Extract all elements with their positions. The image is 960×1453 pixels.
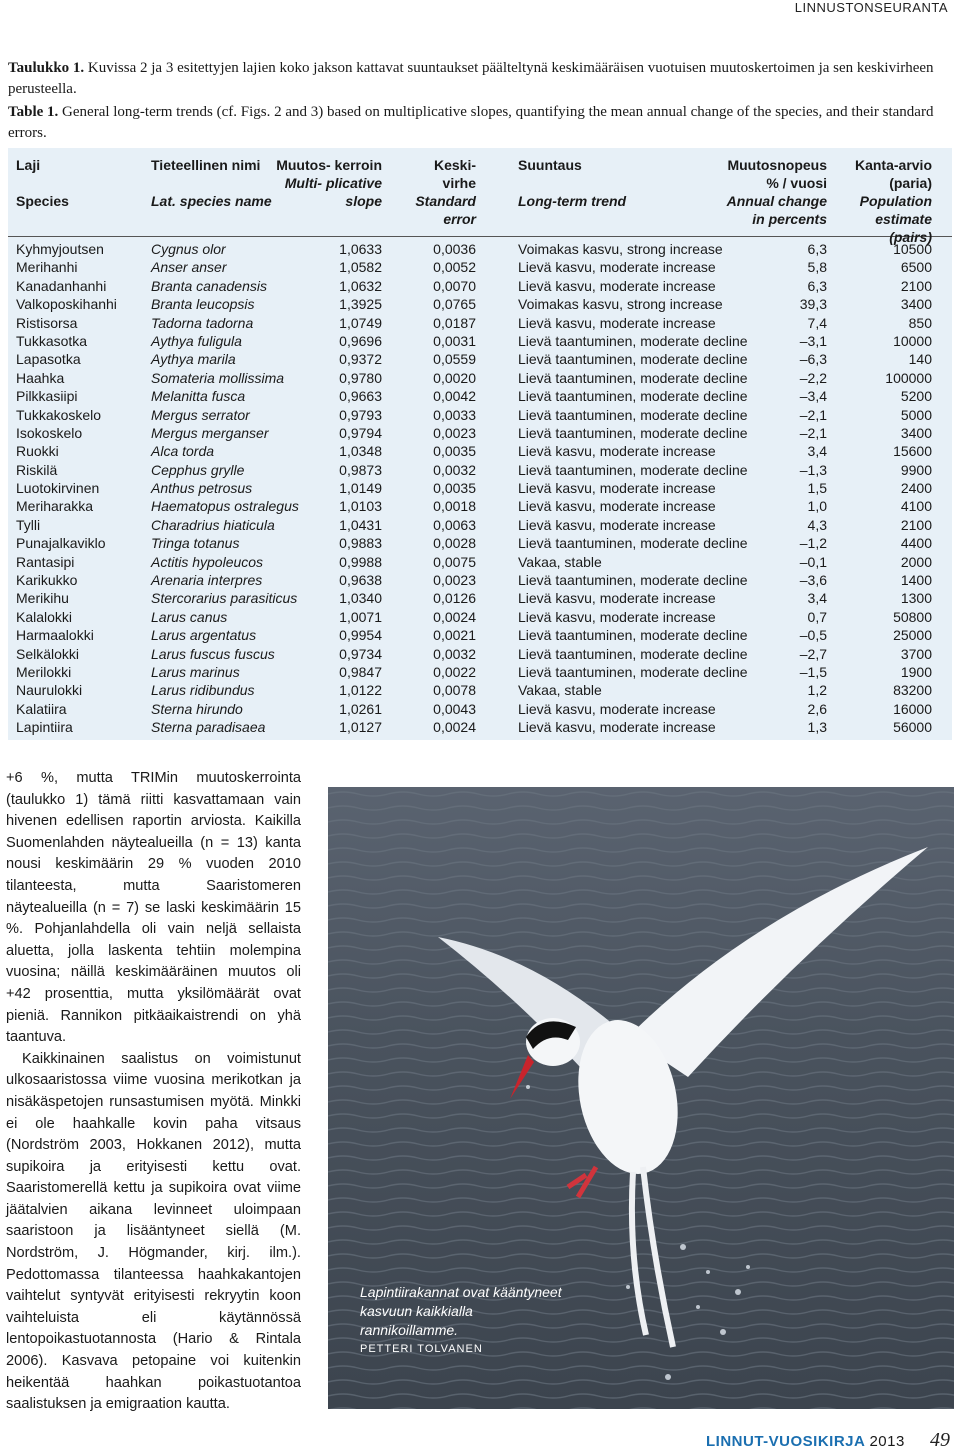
population-estimate-cell: 56000	[893, 719, 932, 736]
species-fi-cell: Punajalkaviklo	[16, 535, 106, 552]
footer-journal	[706, 1433, 905, 1450]
annual-change-cell: 39,3	[799, 296, 827, 313]
col-sci-fi: Tieteellinen nimi	[151, 157, 261, 173]
species-latin-cell: Cepphus grylle	[151, 461, 245, 478]
table-caption-en	[8, 102, 952, 144]
species-fi-cell: Harmaalokki	[16, 627, 94, 644]
col-trend-header	[518, 156, 626, 210]
photo-caption	[360, 1283, 570, 1359]
population-estimate-cell: 2400	[900, 480, 932, 497]
species-latin-cell: Tringa totanus	[151, 535, 240, 552]
col-se-fi: Keski- virhe	[433, 157, 476, 191]
standard-error-cell: 0,0063	[433, 516, 476, 533]
standard-error-cell: 0,0024	[433, 719, 476, 736]
col-species-en: Species	[16, 193, 69, 209]
multiplicative-slope-cell: 0,9696	[339, 332, 382, 349]
multiplicative-slope-cell: 0,9847	[339, 663, 382, 680]
caption-en-label: Table 1.	[8, 104, 59, 120]
annual-change-cell: –1,5	[799, 663, 827, 680]
col-mult-header	[272, 156, 382, 210]
annual-change-cell: –2,7	[799, 645, 827, 662]
col-se-header	[406, 156, 476, 228]
species-latin-cell: Branta canadensis	[151, 277, 267, 294]
table-row	[8, 626, 952, 644]
species-fi-cell: Lapintiira	[16, 719, 73, 736]
species-latin-cell: Larus fuscus fuscus	[151, 645, 275, 662]
standard-error-cell: 0,0035	[433, 480, 476, 497]
table-row	[8, 369, 952, 387]
trend-cell: Lievä taantuminen, moderate decline	[518, 572, 748, 589]
caption-en-text: General long-term trends (cf. Figs. 2 and 3) based on multiplicative slopes, quantifying the mean annual change of the species, and their standard errors.	[8, 104, 934, 141]
species-latin-cell: Mergus serrator	[151, 406, 250, 423]
table-row	[8, 553, 952, 571]
standard-error-cell: 0,0052	[433, 259, 476, 276]
col-species-header	[16, 156, 69, 210]
annual-change-cell: –2,1	[799, 406, 827, 423]
trend-cell: Vakaa, stable	[518, 682, 602, 699]
species-latin-cell: Sterna hirundo	[151, 700, 243, 717]
species-fi-cell: Ristisorsa	[16, 314, 78, 331]
species-fi-cell: Luotokirvinen	[16, 480, 100, 497]
species-latin-cell: Branta leucopsis	[151, 296, 255, 313]
species-latin-cell: Anthus petrosus	[151, 480, 253, 497]
population-estimate-cell: 2100	[900, 277, 932, 294]
standard-error-cell: 0,0031	[433, 332, 476, 349]
population-estimate-cell: 2100	[900, 516, 932, 533]
species-latin-cell: Larus marinus	[151, 663, 240, 680]
running-header: LINNUSTONSEURANTA	[794, 0, 948, 15]
photo-credit: PETTERI TOLVANEN	[360, 1343, 483, 1355]
population-estimate-cell: 25000	[893, 627, 932, 644]
col-sci-header	[151, 156, 272, 210]
col-mult-en: Multi- plicative slope	[284, 175, 382, 209]
journal-year: 2013	[869, 1433, 905, 1450]
annual-change-cell: 3,4	[807, 443, 827, 460]
table-body	[8, 240, 952, 737]
table-row	[8, 479, 952, 497]
species-latin-cell: Larus ridibundus	[151, 682, 255, 699]
multiplicative-slope-cell: 1,0348	[339, 443, 382, 460]
annual-change-cell: –1,3	[799, 461, 827, 478]
annual-change-cell: 5,8	[807, 259, 827, 276]
species-latin-cell: Mergus merganser	[151, 424, 269, 441]
trend-cell: Lievä taantuminen, moderate decline	[518, 406, 748, 423]
species-fi-cell: Kalatiira	[16, 700, 67, 717]
species-latin-cell: Somateria mollissima	[151, 369, 285, 386]
trend-cell: Lievä kasvu, moderate increase	[518, 277, 716, 294]
trend-cell: Lievä taantuminen, moderate decline	[518, 645, 748, 662]
multiplicative-slope-cell: 0,9372	[339, 351, 382, 368]
standard-error-cell: 0,0036	[433, 241, 476, 257]
col-pop-header	[832, 156, 932, 246]
trend-cell: Lievä taantuminen, moderate decline	[518, 461, 748, 478]
multiplicative-slope-cell: 0,9988	[339, 553, 382, 570]
standard-error-cell: 0,0559	[433, 351, 476, 368]
species-fi-cell: Kyhmyjoutsen	[16, 241, 104, 257]
table-row	[8, 589, 952, 607]
col-trend-en: Long-term trend	[518, 193, 627, 209]
species-fi-cell: Karikukko	[16, 572, 78, 589]
population-estimate-cell: 16000	[893, 700, 932, 717]
trend-cell: Vakaa, stable	[518, 553, 602, 570]
species-latin-cell: Tadorna tadorna	[151, 314, 254, 331]
annual-change-cell: 6,3	[807, 277, 827, 294]
species-fi-cell: Tylli	[16, 516, 41, 533]
arctic-tern-photo	[328, 787, 954, 1409]
table-row	[8, 442, 952, 460]
col-species-fi: Laji	[16, 157, 41, 173]
annual-change-cell: –1,2	[799, 535, 827, 552]
col-mult-fi: Muutos- kerroin	[276, 157, 382, 173]
species-fi-cell: Pilkkasiipi	[16, 388, 78, 405]
table-row	[8, 516, 952, 534]
species-fi-cell: Meriharakka	[16, 498, 94, 515]
annual-change-cell: 2,6	[807, 700, 827, 717]
species-latin-cell: Charadrius hiaticula	[151, 516, 275, 533]
multiplicative-slope-cell: 1,0632	[339, 277, 382, 294]
multiplicative-slope-cell: 0,9663	[339, 388, 382, 405]
table-row	[8, 406, 952, 424]
table-row	[8, 534, 952, 552]
species-fi-cell: Kanadanhanhi	[16, 277, 107, 294]
col-pop-en: Population estimate (pairs)	[859, 193, 932, 245]
standard-error-cell: 0,0042	[433, 388, 476, 405]
col-rate-fi: Muutosnopeus % / vuosi	[727, 157, 827, 191]
standard-error-cell: 0,0018	[433, 498, 476, 515]
standard-error-cell: 0,0023	[433, 424, 476, 441]
trend-cell: Lievä kasvu, moderate increase	[518, 700, 716, 717]
trend-cell: Lievä kasvu, moderate increase	[518, 498, 716, 515]
table-row	[8, 571, 952, 589]
trend-cell: Lievä taantuminen, moderate decline	[518, 369, 748, 386]
trend-cell: Lievä taantuminen, moderate decline	[518, 351, 748, 368]
table-row	[8, 258, 952, 276]
multiplicative-slope-cell: 0,9780	[339, 369, 382, 386]
annual-change-cell: –2,1	[799, 424, 827, 441]
trend-cell: Voimakas kasvu, strong increase	[518, 241, 723, 257]
species-fi-cell: Selkälokki	[16, 645, 80, 662]
trend-cell: Lievä kasvu, moderate increase	[518, 314, 716, 331]
multiplicative-slope-cell: 1,0103	[339, 498, 382, 515]
population-estimate-cell: 15600	[893, 443, 932, 460]
multiplicative-slope-cell: 1,0582	[339, 259, 382, 276]
table-row	[8, 240, 952, 258]
species-fi-cell: Naurulokki	[16, 682, 83, 699]
population-estimate-cell: 3400	[900, 424, 932, 441]
multiplicative-slope-cell: 1,0749	[339, 314, 382, 331]
col-rate-en: Annual change in percents	[726, 193, 827, 227]
population-estimate-cell: 5000	[900, 406, 932, 423]
population-estimate-cell: 140	[908, 351, 932, 368]
annual-change-cell: 6,3	[807, 241, 827, 257]
table-row	[8, 424, 952, 442]
standard-error-cell: 0,0078	[433, 682, 476, 699]
standard-error-cell: 0,0023	[433, 572, 476, 589]
species-fi-cell: Kalalokki	[16, 608, 73, 625]
species-fi-cell: Tukkakoskelo	[16, 406, 102, 423]
annual-change-cell: –3,6	[799, 572, 827, 589]
annual-change-cell: 1,2	[807, 682, 827, 699]
col-trend-fi: Suuntaus	[518, 157, 582, 173]
species-fi-cell: Haahka	[16, 369, 65, 386]
trend-table	[8, 148, 952, 740]
population-estimate-cell: 10500	[893, 241, 932, 257]
standard-error-cell: 0,0187	[433, 314, 476, 331]
standard-error-cell: 0,0028	[433, 535, 476, 552]
population-estimate-cell: 2000	[900, 553, 932, 570]
population-estimate-cell: 3700	[900, 645, 932, 662]
species-latin-cell: Stercorarius parasiticus	[151, 590, 298, 607]
col-se-en: Standard error	[415, 193, 476, 227]
multiplicative-slope-cell: 0,9883	[339, 535, 382, 552]
table-row	[8, 332, 952, 350]
trend-cell: Lievä taantuminen, moderate decline	[518, 535, 748, 552]
species-latin-cell: Cygnus olor	[151, 241, 226, 257]
trend-cell: Lievä taantuminen, moderate decline	[518, 424, 748, 441]
species-latin-cell: Larus canus	[151, 608, 228, 625]
multiplicative-slope-cell: 0,9794	[339, 424, 382, 441]
col-sci-en: Lat. species name	[151, 193, 272, 209]
multiplicative-slope-cell: 0,9734	[339, 645, 382, 662]
species-latin-cell: Sterna paradisaea	[151, 719, 266, 736]
col-pop-fi: Kanta-arvio (paria)	[854, 157, 932, 191]
multiplicative-slope-cell: 1,0127	[339, 719, 382, 736]
annual-change-cell: 4,3	[807, 516, 827, 533]
standard-error-cell: 0,0075	[433, 553, 476, 570]
annual-change-cell: –6,3	[799, 351, 827, 368]
species-fi-cell: Tukkasotka	[16, 332, 88, 349]
standard-error-cell: 0,0043	[433, 700, 476, 717]
multiplicative-slope-cell: 0,9638	[339, 572, 382, 589]
population-estimate-cell: 5200	[900, 388, 932, 405]
multiplicative-slope-cell: 0,9873	[339, 461, 382, 478]
population-estimate-cell: 6500	[900, 259, 932, 276]
table-row	[8, 497, 952, 515]
multiplicative-slope-cell: 1,0431	[339, 516, 382, 533]
table-row	[8, 700, 952, 718]
annual-change-cell: –0,5	[799, 627, 827, 644]
population-estimate-cell: 50800	[893, 608, 932, 625]
population-estimate-cell: 1300	[900, 590, 932, 607]
species-latin-cell: Larus argentatus	[151, 627, 257, 644]
trend-cell: Lievä kasvu, moderate increase	[518, 480, 716, 497]
table-row	[8, 314, 952, 332]
population-estimate-cell: 10000	[893, 332, 932, 349]
species-latin-cell: Aythya fuligula	[151, 332, 242, 349]
table-row	[8, 461, 952, 479]
trend-cell: Voimakas kasvu, strong increase	[518, 296, 723, 313]
table-row	[8, 277, 952, 295]
annual-change-cell: –2,2	[799, 369, 827, 386]
annual-change-cell: 1,3	[807, 719, 827, 736]
body-paragraph: Kaikkinainen saalistus on voimistunut ulkosaaristossa viime vuosina merikotkan ja nisäkäspetojen runsastumisen myötä. Minkki ei ole haahkalle kovin paha vitsaus (Nordström 2003, Hokkanen 2012), mutta supikoira ja erityisesti kettu ovat. Saaristomerellä kettu ja supikoira ovat viime jäätalvien aikana levinneet uloimpaan saaristoon ja lisääntyneet siellä (M. Nordström, J. Högmander, kirj. ilm.). Pedottomassa tilanteessa haahkakantojen vaihtelut syntyvät erityisesti rekryytin koon vaihteluista eli käytännössä lentopoikastuotannosta (Hario & Rintala 2006). Kasvava petopaine voi kuitenkin heikentää haahkan poikastuotantoa saalistuksen ja emigraation kautta.	[6, 1050, 301, 1413]
trend-cell: Lievä taantuminen, moderate decline	[518, 388, 748, 405]
multiplicative-slope-cell: 1,0122	[339, 682, 382, 699]
trend-cell: Lievä taantuminen, moderate decline	[518, 627, 748, 644]
table-row	[8, 718, 952, 736]
standard-error-cell: 0,0024	[433, 608, 476, 625]
annual-change-cell: 0,7	[807, 608, 827, 625]
species-fi-cell: Valkoposkihanhi	[16, 296, 117, 313]
population-estimate-cell: 850	[908, 314, 932, 331]
trend-cell: Lievä taantuminen, moderate decline	[518, 663, 748, 680]
species-latin-cell: Actitis hypoleucos	[151, 553, 264, 570]
species-fi-cell: Riskilä	[16, 461, 58, 478]
col-rate-header	[717, 156, 827, 228]
trend-cell: Lievä kasvu, moderate increase	[518, 259, 716, 276]
species-fi-cell: Isokoskelo	[16, 424, 83, 441]
standard-error-cell: 0,0032	[433, 645, 476, 662]
trend-cell: Lievä kasvu, moderate increase	[518, 516, 716, 533]
standard-error-cell: 0,0035	[433, 443, 476, 460]
standard-error-cell: 0,0033	[433, 406, 476, 423]
multiplicative-slope-cell: 1,3925	[339, 296, 382, 313]
table-header	[8, 148, 952, 245]
standard-error-cell: 0,0126	[433, 590, 476, 607]
multiplicative-slope-cell: 1,0071	[339, 608, 382, 625]
population-estimate-cell: 9900	[900, 461, 932, 478]
table-row	[8, 645, 952, 663]
table-row	[8, 608, 952, 626]
population-estimate-cell: 100000	[885, 369, 932, 386]
standard-error-cell: 0,0021	[433, 627, 476, 644]
photo-caption-text: Lapintiirakannat ovat kääntyneet kasvuun kaikkialla rannikoillamme.	[360, 1284, 562, 1338]
species-latin-cell: Melanitta fusca	[151, 388, 246, 405]
annual-change-cell: –3,1	[799, 332, 827, 349]
multiplicative-slope-cell: 1,0149	[339, 480, 382, 497]
caption-fi-text: Kuvissa 2 ja 3 esitettyjen lajien koko jakson kattavat suuntaukset päälteltynä keskimääräisen vuotuisen muutoskertoimen ja sen keskivirheen perusteella.	[8, 60, 934, 97]
population-estimate-cell: 83200	[893, 682, 932, 699]
table-caption-fi	[8, 58, 952, 100]
table-row	[8, 295, 952, 313]
population-estimate-cell: 4100	[900, 498, 932, 515]
annual-change-cell: –3,4	[799, 388, 827, 405]
species-latin-cell: Anser anser	[151, 259, 227, 276]
multiplicative-slope-cell: 1,0633	[339, 241, 382, 257]
standard-error-cell: 0,0070	[433, 277, 476, 294]
species-latin-cell: Aythya marila	[151, 351, 236, 368]
table-row	[8, 663, 952, 681]
page-number: 49	[930, 1429, 950, 1451]
species-latin-cell: Alca torda	[151, 443, 215, 460]
multiplicative-slope-cell: 1,0340	[339, 590, 382, 607]
species-fi-cell: Merihanhi	[16, 259, 78, 276]
species-fi-cell: Merikihu	[16, 590, 69, 607]
body-paragraph: +6 %, mutta TRIMin muutoskerrointa (taulukko 1) tämä riitti kasvattamaan vain hivenen edellisen raportin arviosta. Kaikilla Suomenlahden näytealueilla (n = 13) kanta nousi keskimäärin 29 % vuoden 2010 tilanteesta, mutta Saaristomeren näytealueilla (n = 7) se laski keskimäärin 15 %. Pohjanlahdella oli vain neljä sellaista aluetta, jolla laskenta tehtiin molempina vuosina; näillä keskimääräinen muutos oli +42 prosenttia, mutta yksilömäärät ovat pieniä. Rannikon pitkäaikaistrendi on yhä taantuva.	[6, 770, 301, 1046]
journal-name: LINNUT-VUOSIKIRJA	[706, 1433, 865, 1450]
standard-error-cell: 0,0765	[433, 296, 476, 313]
population-estimate-cell: 3400	[900, 296, 932, 313]
annual-change-cell: 1,5	[807, 480, 827, 497]
standard-error-cell: 0,0032	[433, 461, 476, 478]
multiplicative-slope-cell: 0,9793	[339, 406, 382, 423]
trend-cell: Lievä kasvu, moderate increase	[518, 608, 716, 625]
species-fi-cell: Lapasotka	[16, 351, 81, 368]
species-fi-cell: Merilokki	[16, 663, 72, 680]
standard-error-cell: 0,0022	[433, 663, 476, 680]
caption-fi-label: Taulukko 1.	[8, 60, 85, 76]
standard-error-cell: 0,0020	[433, 369, 476, 386]
trend-cell: Lievä kasvu, moderate increase	[518, 590, 716, 607]
species-latin-cell: Haematopus ostralegus	[151, 498, 299, 515]
trend-cell: Lievä kasvu, moderate increase	[518, 443, 716, 460]
multiplicative-slope-cell: 0,9954	[339, 627, 382, 644]
trend-cell: Lievä taantuminen, moderate decline	[518, 332, 748, 349]
table-row	[8, 350, 952, 368]
annual-change-cell: 3,4	[807, 590, 827, 607]
annual-change-cell: –0,1	[799, 553, 827, 570]
population-estimate-cell: 1900	[900, 663, 932, 680]
table-row	[8, 681, 952, 699]
annual-change-cell: 7,4	[807, 314, 827, 331]
multiplicative-slope-cell: 1,0261	[339, 700, 382, 717]
trend-cell: Lievä kasvu, moderate increase	[518, 719, 716, 736]
species-fi-cell: Rantasipi	[16, 553, 75, 570]
population-estimate-cell: 4400	[900, 535, 932, 552]
article-body	[6, 768, 301, 1416]
table-row	[8, 387, 952, 405]
annual-change-cell: 1,0	[807, 498, 827, 515]
species-latin-cell: Arenaria interpres	[151, 572, 263, 589]
population-estimate-cell: 1400	[900, 572, 932, 589]
species-fi-cell: Ruokki	[16, 443, 59, 460]
